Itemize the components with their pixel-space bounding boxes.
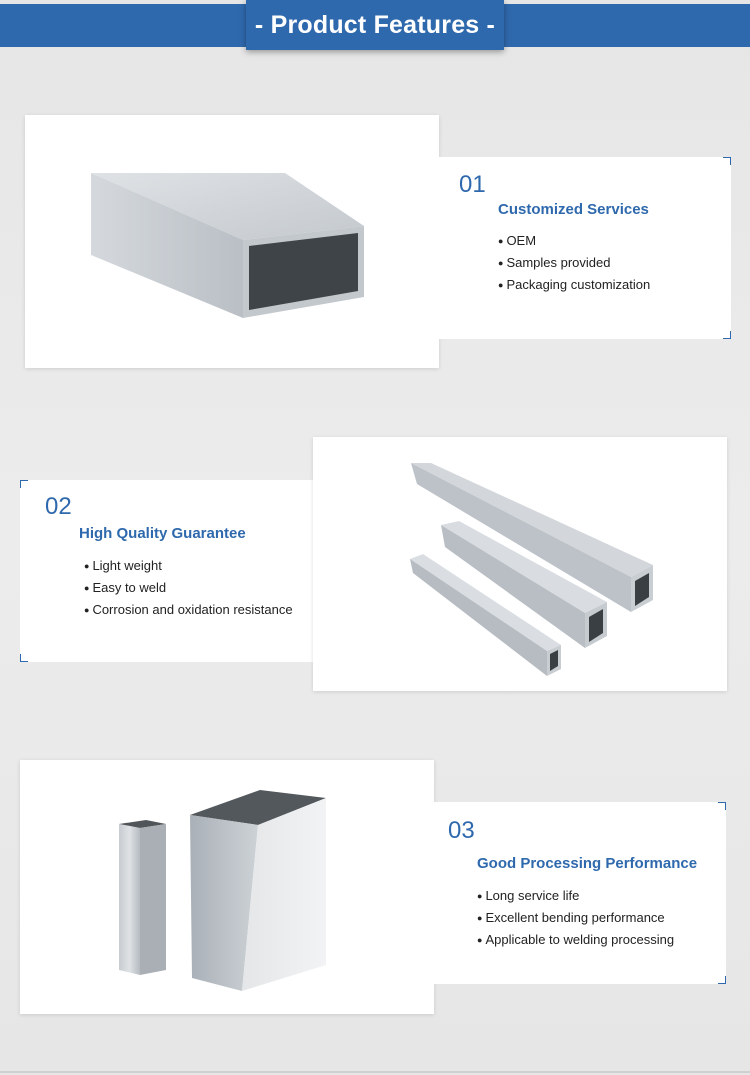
feature-bullet: ● Light weight [84,555,293,577]
feature-number: 02 [45,493,72,520]
feature-bullet-list [84,555,293,621]
feature-bullet-list [498,230,650,296]
feature-bullet: ● Excellent bending performance [477,907,674,929]
section-title-tab [246,0,504,50]
feature-bullet: ● Applicable to welding processing [477,929,674,951]
feature-card-03 [434,802,726,984]
large-tubes-illustration [20,760,434,1014]
feature-bullet: ● Corrosion and oxidation resistance [84,599,293,621]
feature-bullet: ● Samples provided [498,252,650,274]
feature-bullet: ● OEM [498,230,650,252]
divider [0,1071,750,1073]
feature-bullet: ● Easy to weld [84,577,293,599]
product-image-rectangular-tube [25,115,439,368]
feature-number: 03 [448,817,475,844]
feature-heading: Good Processing Performance [477,855,698,872]
rectangular-tube-illustration [25,115,439,368]
product-image-large-tubes [20,760,434,1014]
feature-card-02 [20,480,313,662]
square-tubes-illustration [313,437,727,691]
feature-bullet: ● Packaging customization [498,274,650,296]
feature-bullet-list [477,885,674,951]
feature-number: 01 [459,171,486,198]
feature-heading: High Quality Guarantee [79,525,246,542]
section-title: - Product Features - [254,10,496,39]
feature-bullet: ● Long service life [477,885,674,907]
feature-card-01 [439,157,731,339]
feature-heading: Customized Services [498,201,649,218]
product-image-square-tubes [313,437,727,691]
